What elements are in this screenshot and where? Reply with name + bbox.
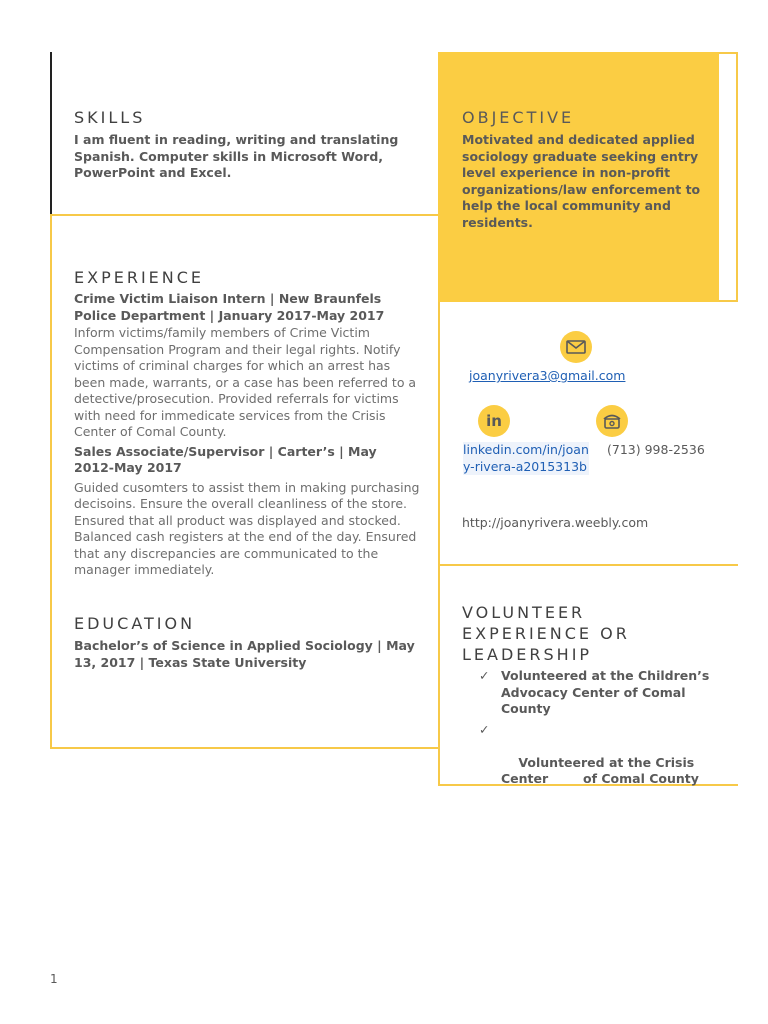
job-title: Crime Victim Liaison Intern | New Braunfels Police Department | January 2017-May 2017 [74, 291, 385, 323]
experience-heading: EXPERIENCE [74, 268, 205, 287]
objective-heading: OBJECTIVE [462, 108, 575, 127]
right-vertical-rule [736, 52, 738, 302]
center-vertical-rule [438, 300, 440, 786]
volunteer-item-text: Volunteered at the Crisis Center of Comal County [501, 754, 699, 786]
linkedin-line-2: y-rivera-a2015313b [463, 458, 587, 474]
volunteer-list [461, 668, 721, 808]
job-description: Inform victims/family members of Crime Victim Compensation Program and their legal rights. Notify victims of criminal charges for which an arrest has been made, warrants, or a case has been referred to a detective/prosecution. Provided referrals for victims with need for immedicate services from the Crisis Center of Comal County. [74, 325, 417, 439]
page-number: 1 [50, 972, 58, 986]
checkmark-icon: ✓ [479, 668, 490, 683]
skills-text: I am fluent in reading, writing and translating Spanish. Computer skills in Microsoft Word, PowerPoint and Excel. [74, 132, 399, 180]
volunteer-heading-line: EXPERIENCE OR [462, 624, 630, 643]
volunteer-heading [462, 602, 630, 665]
volunteer-item-text: Volunteered at the Children’s Advocacy Center of Comal County [501, 668, 710, 716]
left-black-rule [50, 52, 52, 215]
left-yellow-rule [50, 215, 52, 749]
skills-heading: SKILLS [74, 108, 146, 127]
objective-text: Motivated and dedicated applied sociology graduate seeking entry level experience in non-profit organizations/law enforcement to help the local community and residents. [462, 132, 701, 230]
list-item [461, 722, 721, 805]
education-heading: EDUCATION [74, 614, 196, 633]
list-item [461, 668, 721, 718]
linkedin-line-1: linkedin.com/in/joan [463, 442, 589, 457]
experience-section [74, 291, 420, 579]
linkedin-link[interactable] [463, 442, 589, 475]
job-title: Sales Associate/Supervisor | Carter’s | May 2012-May 2017 [74, 443, 377, 475]
divider-skills-experience [50, 214, 440, 216]
linkedin-icon: in [478, 405, 510, 437]
education-text: Bachelor’s of Science in Applied Sociology | May 13, 2017 | Texas State University [74, 638, 415, 670]
telephone-icon [596, 405, 628, 437]
email-link[interactable]: joanyrivera3@gmail.com [469, 368, 626, 383]
bottom-left-rule [50, 747, 440, 749]
job-description: Guided cusomters to assist them in making purchasing decisoins. Ensure the overall cleanliness of the store. Ensured that all product was displayed and stocked. Balanced cash registers at the end of the day. Ensured that any discrepancies are communicated to the manager immediately. [74, 479, 420, 577]
website-text: http://joanyrivera.weebly.com [462, 515, 649, 530]
volunteer-heading-line: VOLUNTEER [462, 603, 586, 622]
phone-number: (713) 998-2536 [607, 442, 705, 457]
volunteer-heading-line: LEADERSHIP [462, 645, 593, 664]
checkmark-icon: ✓ [479, 721, 490, 737]
envelope-icon [560, 331, 592, 363]
volunteer-top-rule [438, 564, 738, 566]
